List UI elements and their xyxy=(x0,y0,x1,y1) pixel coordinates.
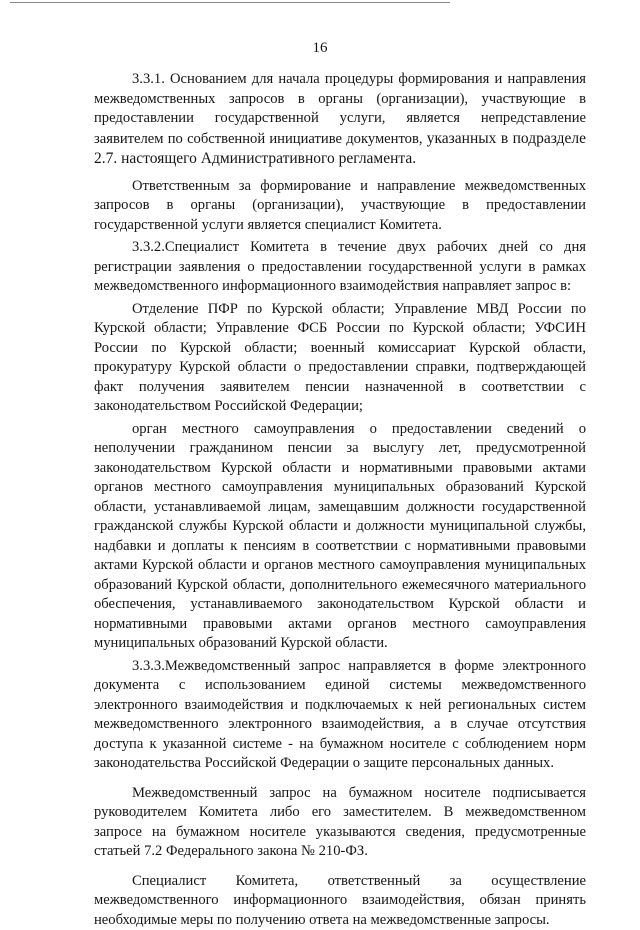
page-number: 16 xyxy=(0,40,640,57)
document-body xyxy=(94,70,586,930)
paragraph-3-3-1-tail: указанных в подразделе 2.7. настоящего Административного регламента. xyxy=(94,130,586,168)
paragraph-3-3-2: 3.3.2.Специалист Комитета в течение двух рабочих дней со дня регистрации заявления о предоставлении государственной услуги в рамках межведомственного информационного взаимодействия направляет запрос в: xyxy=(94,238,586,297)
paragraph-local-government: орган местного самоуправления о предоставлении сведений о неполучении гражданином пенсии за выслугу лет, предусмотренной законодательством Курской области и нормативными правовыми актами органов местного самоуправления муниципальных образований Курской области, устанавливаемой лицам, замещавшим должности государственной гражданской службы Курской области и должности муниципальной службы, надбавки и доплаты к пенсиям в соответствии с нормативными правовыми актами Курской области и органов местного самоуправления муниципальных образований Курской области, дополнительного ежемесячного материального обеспечения, устанавливаемого законодательством Курской области и нормативными правовыми актами органов местного самоуправления муниципальных образований Курской области. xyxy=(94,420,586,654)
page-top-edge-line xyxy=(10,2,450,3)
paragraph-3-3-1-text: 3.3.1. Основанием для начала процедуры формирования и направления межведомственных запросов в органы (организации), участвующие в предоставлении государственной услуги, является непредставление заявителем по собственной инициативе документов, xyxy=(94,71,586,147)
paragraph-specialist: Специалист Комитета, ответственный за осуществление межведомственного информационного взаимодействия, обязан принять необходимые меры по получению ответа на межведомственные запросы. xyxy=(94,872,586,930)
paragraph-3-3-3: 3.3.3.Межведомственный запрос направляется в форме электронного документа с использованием единой системы межведомственного электронного взаимодействия и подключаемых к ней региональных систем межведомственного электронного взаимодействия, а в случае отсутствия доступа к указанной системе - на бумажном носителе с соблюдением норм законодательства Российской Федерации о защите персональных данных. xyxy=(94,657,586,774)
paragraph-3-3-1 xyxy=(94,70,586,170)
paragraph-request-recipients: Отделение ПФР по Курской области; Управление МВД России по Курской области; Управление ФСБ России по Курской области; УФСИН России по Курской области; военный комиссариат Курской области, прокуратуру Курской области о предоставлении справки, подтверждающей факт получения заявителем пенсии назначенной в соответствии с законодательством Российской Федерации; xyxy=(94,300,586,417)
paragraph-paper-request: Межведомственный запрос на бумажном носителе подписывается руководителем Комитета либо его заместителем. В межведомственном запросе на бумажном носителе указываются сведения, предусмотренные статьей 7.2 Федерального закона № 210-ФЗ. xyxy=(94,784,586,862)
paragraph-responsible: Ответственным за формирование и направление межведомственных запросов в органы (организации), участвующие в предоставлении государственной услуги является специалист Комитета. xyxy=(94,177,586,236)
